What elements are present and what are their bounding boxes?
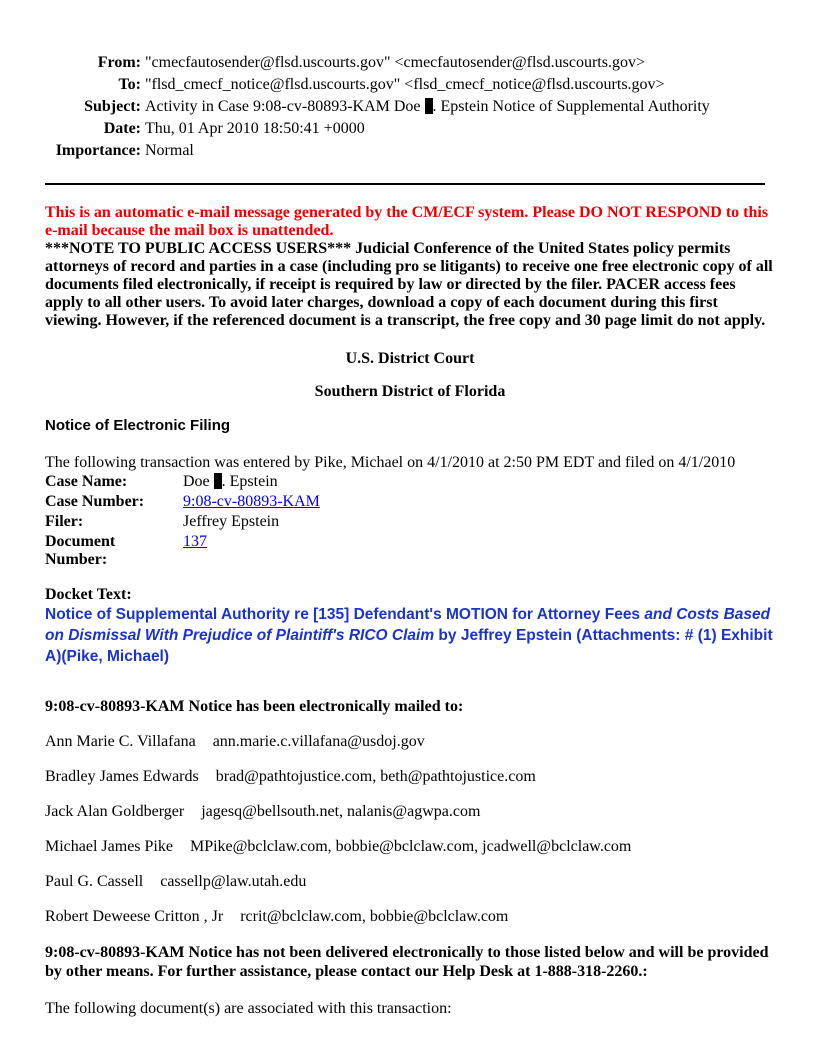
document-number-row bbox=[45, 533, 322, 569]
importance-row bbox=[0, 140, 800, 162]
from-row bbox=[0, 52, 800, 74]
case-name-value bbox=[183, 473, 322, 493]
docket-text-tail: by Jeffrey Epstein (Attachments: # (1) Exhibit A)(Pike, Michael) bbox=[45, 627, 773, 665]
subject-label: Subject: bbox=[84, 98, 141, 115]
nef-title: Notice of Electronic Filing bbox=[45, 417, 231, 434]
auto-message-warning: This is an automatic e-mail message generated by the CM/ECF system. Please DO NOT RESPOND to this e-mail because the mail box is unattended. bbox=[45, 204, 769, 239]
subject-row bbox=[0, 96, 800, 118]
recipient-emails: MPike@bclclaw.com, bobbie@bclclaw.com, jcadwell@bclclaw.com bbox=[189, 838, 632, 855]
recipient-name: Michael James Pike bbox=[45, 838, 173, 855]
case-name-text-start: Doe bbox=[183, 473, 210, 490]
recipient-emails: ann.marie.c.villafana@usdoj.gov bbox=[212, 733, 425, 750]
recipient-emails: brad@pathtojustice.com, beth@pathtojustice.com bbox=[215, 768, 536, 785]
public-access-note: ***NOTE TO PUBLIC ACCESS USERS*** Judicial Conference of the United States policy permits attorneys of record and parties in a case (including pro se litigants) to receive one free electronic copy of all documents filed electronically, if receipt is required by law or directed by the filer. PACER access fees apply to all other users. To avoid later charges, download a copy of each document during this first viewing. However, if the referenced document is a transcript, the free copy and 30 page limit do not apply. bbox=[45, 240, 773, 329]
recipient-emails: rcrit@bclclaw.com, bobbie@bclclaw.com bbox=[240, 908, 509, 925]
docket-text bbox=[45, 604, 775, 667]
redaction-block bbox=[425, 98, 433, 114]
docket-text-italic: and Costs Based on Dismissal With Prejudice of Plaintiff's RICO Claim bbox=[45, 606, 771, 644]
document-number-label: Document Number: bbox=[45, 533, 116, 568]
document-number-link[interactable]: 137 bbox=[183, 533, 207, 550]
recipient-row bbox=[45, 803, 775, 821]
date-value: Thu, 01 Apr 2010 18:50:41 +0000 bbox=[145, 120, 365, 137]
recipient-name: Paul G. Cassell bbox=[45, 873, 144, 890]
mailed-heading: 9:08-cv-80893-KAM Notice has been electronically mailed to: bbox=[45, 698, 464, 715]
case-name-row bbox=[45, 473, 322, 493]
docket-text-main: Notice of Supplemental Authority re [135] Defendant's MOTION for Attorney Fees bbox=[45, 606, 645, 623]
case-name-label: Case Name: bbox=[45, 473, 128, 490]
recipient-name: Bradley James Edwards bbox=[45, 768, 199, 785]
case-number-row bbox=[45, 493, 322, 513]
recipient-row bbox=[45, 873, 775, 891]
from-label: From: bbox=[97, 54, 141, 71]
case-number-value bbox=[183, 493, 322, 513]
redaction-block bbox=[214, 473, 222, 489]
filer-label: Filer: bbox=[45, 513, 84, 530]
case-number-label: Case Number: bbox=[45, 493, 145, 510]
not-delivered-notice: 9:08-cv-80893-KAM Notice has not been delivered electronically to those listed below and will be provided by other means. For further assistance, please contact our Help Desk at 1-888-318-2260.: bbox=[45, 944, 769, 980]
recipient-name: Ann Marie C. Villafana bbox=[45, 733, 196, 750]
court-district: Southern District of Florida bbox=[314, 383, 506, 400]
to-row bbox=[0, 74, 800, 96]
recipient-row bbox=[45, 768, 775, 786]
recipient-row bbox=[45, 908, 775, 926]
docket-label: Docket Text: bbox=[45, 586, 132, 603]
transaction-text: The following transaction was entered by Pike, Michael on 4/1/2010 at 2:50 PM EDT and filed on 4/1/2010 bbox=[45, 454, 736, 471]
subject-text-end: . Epstein Notice of Supplemental Authority bbox=[432, 98, 710, 115]
subject-value bbox=[145, 96, 710, 118]
documents-text: The following document(s) are associated with this transaction: bbox=[45, 1000, 452, 1017]
case-name-text-end: . Epstein bbox=[221, 473, 278, 490]
importance-value: Normal bbox=[145, 142, 194, 159]
recipient-name: Robert Deweese Critton , Jr bbox=[45, 908, 224, 925]
subject-text-start: Activity in Case 9:08-cv-80893-KAM Doe bbox=[145, 98, 421, 115]
message-body bbox=[45, 204, 775, 1018]
filer-value: Jeffrey Epstein bbox=[183, 513, 280, 530]
header-divider bbox=[45, 183, 765, 185]
case-info-table bbox=[45, 473, 322, 569]
recipient-emails: cassellp@law.utah.edu bbox=[160, 873, 307, 890]
date-row bbox=[0, 118, 800, 140]
from-value: "cmecfautosender@flsd.uscourts.gov" <cmecfautosender@flsd.uscourts.gov> bbox=[145, 54, 645, 71]
document-number-value bbox=[183, 533, 322, 569]
email-header bbox=[0, 52, 800, 162]
court-name: U.S. District Court bbox=[345, 350, 475, 367]
importance-label: Importance: bbox=[55, 142, 141, 159]
to-label: To: bbox=[118, 76, 141, 93]
date-label: Date: bbox=[103, 120, 141, 137]
filer-row bbox=[45, 513, 322, 533]
recipient-name: Jack Alan Goldberger bbox=[45, 803, 185, 820]
recipient-emails: jagesq@bellsouth.net, nalanis@agwpa.com bbox=[201, 803, 481, 820]
recipient-row bbox=[45, 733, 775, 751]
case-number-link[interactable]: 9:08-cv-80893-KAM bbox=[183, 493, 320, 510]
to-value: "flsd_cmecf_notice@flsd.uscourts.gov" <flsd_cmecf_notice@flsd.uscourts.gov> bbox=[145, 76, 665, 93]
recipient-row bbox=[45, 838, 775, 856]
